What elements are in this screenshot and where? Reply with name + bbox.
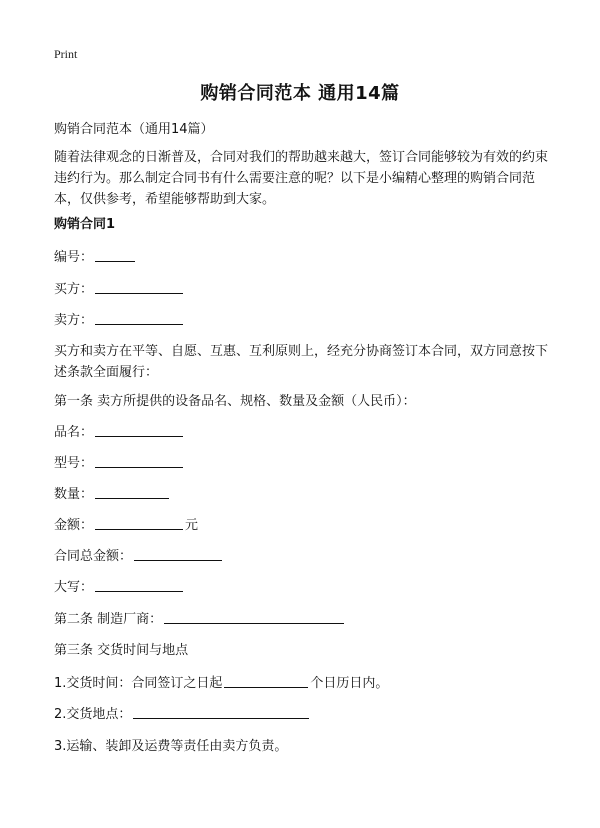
field-quantity-blank[interactable]: [95, 486, 169, 499]
field-product-name-label: 品名：: [54, 425, 94, 440]
print-label[interactable]: Print: [54, 47, 78, 61]
article-1: 第一条 卖方所提供的设备品名、规格、数量及金额（人民币）：: [54, 394, 416, 409]
field-amount-unit: 元: [185, 518, 199, 533]
subtitle: 购销合同范本（通用14篇）: [54, 122, 214, 137]
field-model-label: 型号：: [54, 456, 94, 471]
delivery-place-blank[interactable]: [133, 706, 309, 719]
field-quantity: [54, 486, 171, 503]
article-2: [54, 611, 346, 628]
item-1: [54, 675, 388, 692]
field-amount-in-words-blank[interactable]: [95, 579, 183, 592]
delivery-days-blank[interactable]: [224, 675, 308, 688]
field-quantity-label: 数量：: [54, 487, 94, 502]
field-total-amount-label: 合同总金额：: [54, 549, 133, 564]
article-3: 第三条 交货时间与地点: [54, 643, 189, 658]
field-seller-blank[interactable]: [95, 312, 183, 325]
field-product-name: [54, 424, 185, 441]
field-number-blank[interactable]: [95, 249, 135, 262]
field-buyer: [54, 281, 185, 298]
section-heading: 购销合同1: [54, 217, 116, 232]
item-3: 3.运输、装卸及运费等责任由卖方负责。: [54, 739, 288, 754]
field-buyer-blank[interactable]: [95, 281, 183, 294]
field-model-blank[interactable]: [95, 455, 183, 468]
field-amount-in-words-label: 大写：: [54, 580, 94, 595]
field-amount-in-words: [54, 579, 185, 596]
field-model: [54, 455, 185, 472]
field-number-label: 编号：: [54, 250, 94, 265]
field-total-amount: [54, 548, 224, 565]
manufacturer-blank[interactable]: [164, 611, 344, 624]
field-product-name-blank[interactable]: [95, 424, 183, 437]
item-2: [54, 706, 311, 723]
field-seller-label: 卖方：: [54, 313, 94, 328]
page-title: 购销合同范本 通用14篇: [200, 83, 400, 104]
article-2-label: 第二条 制造厂商：: [54, 612, 163, 627]
intro-paragraph: 随着法律观念的日渐普及，合同对我们的帮助越来越大，签订合同能够较为有效的约束违约行为。那么制定合同书有什么需要注意的呢？以下是小编精心整理的购销合同范本，仅供参考，希望能够帮助到大家。: [54, 150, 549, 207]
field-seller: [54, 312, 185, 329]
item-2-label: 2.交货地点：: [54, 707, 132, 722]
item-1-prefix: 1.交货时间：合同签订之日起: [54, 676, 223, 691]
principle-paragraph: 买方和卖方在平等、自愿、互惠、互利原则上，经充分协商签订本合同，双方同意按下述条款全面履行：: [54, 344, 549, 380]
field-total-amount-blank[interactable]: [134, 548, 222, 561]
field-buyer-label: 买方：: [54, 282, 94, 297]
field-number: [54, 249, 137, 266]
field-amount-blank[interactable]: [95, 517, 183, 530]
field-amount: [54, 517, 198, 534]
item-1-suffix: 个日历日内。: [310, 676, 389, 691]
field-amount-label: 金额：: [54, 518, 94, 533]
